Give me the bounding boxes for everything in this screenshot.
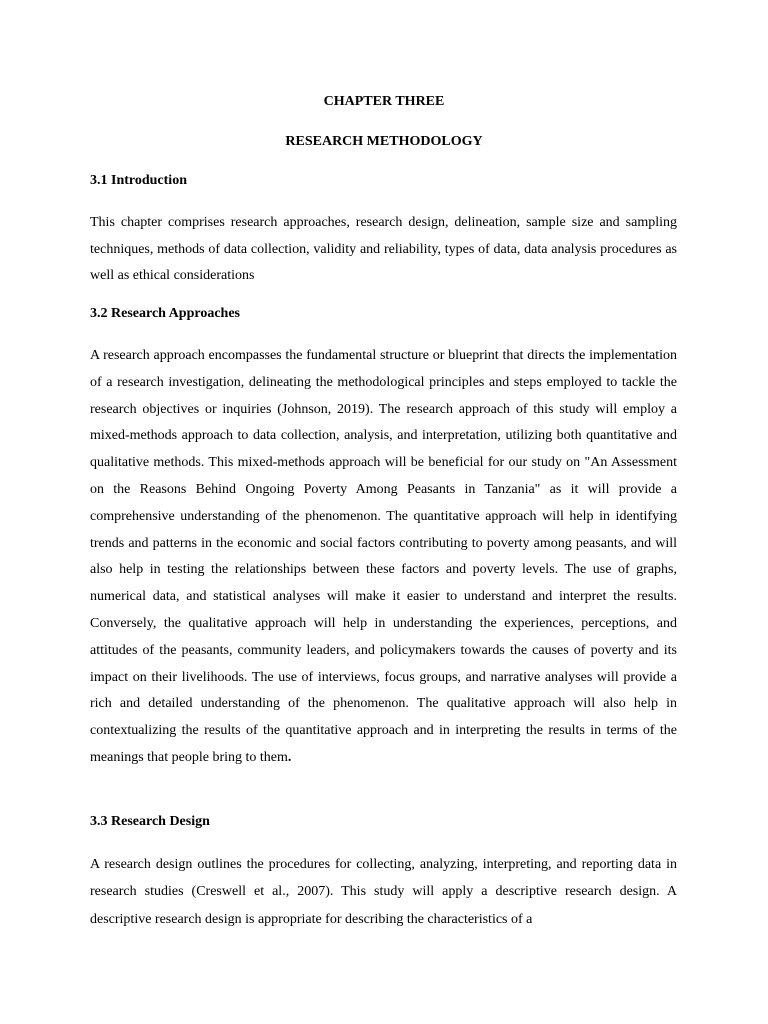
chapter-title: CHAPTER THREE <box>323 94 445 109</box>
section-heading-research-approaches: 3.2 Research Approaches <box>90 306 240 321</box>
paragraph-end-period: . <box>287 749 292 765</box>
section-heading-research-design: 3.3 Research Design <box>90 814 210 829</box>
section-paragraph-research-approaches <box>90 343 677 772</box>
section-heading-introduction: 3.1 Introduction <box>90 173 187 188</box>
section-paragraph-introduction: This chapter comprises research approaches, research design, delineation, sample size and sampling techniques, methods of data collection, validity and reliability, types of data, data analysis procedures as well as ethical considerations <box>90 215 677 283</box>
paragraph-body-text: A research approach encompasses the fundamental structure or blueprint that directs the implementation of a research investigation, delineating the methodological principles and steps employed to tackle the research objectives or inquiries (Johnson, 2019). The research approach of this study will employ a mixed-methods approach to data collection, analysis, and interpretation, utilizing both quantitative and qualitative methods. This mixed-methods approach will be beneficial for our study on "An Assessment on the Reasons Behind Ongoing Poverty Among Peasants in Tanzania" as it will provide a comprehensive understanding of the phenomenon. The quantitative approach will help in identifying trends and patterns in the economic and social factors contributing to poverty among peasants, and will also help in testing the relationships between these factors and poverty levels. The use of graphs, numerical data, and statistical analyses will make it easier to understand and interpret the results. Conversely, the qualitative approach will help in understanding the experiences, perceptions, and attitudes of the peasants, community leaders, and policymakers towards the causes of poverty and its impact on their livelihoods. The use of interviews, focus groups, and narrative analyses will provide a rich and detailed understanding of the phenomenon. The qualitative approach will also help in contextualizing the results of the quantitative approach and in interpreting the results in terms of the meanings that people bring to them <box>90 348 677 765</box>
section-paragraph-research-design: A research design outlines the procedures for collecting, analyzing, interpreting, and reporting data in research studies (Creswell et al., 2007). This study will apply a descriptive research design. A descriptive research design is appropriate for describing the characteristics of a <box>90 857 677 927</box>
chapter-subtitle: RESEARCH METHODOLOGY <box>285 134 483 149</box>
